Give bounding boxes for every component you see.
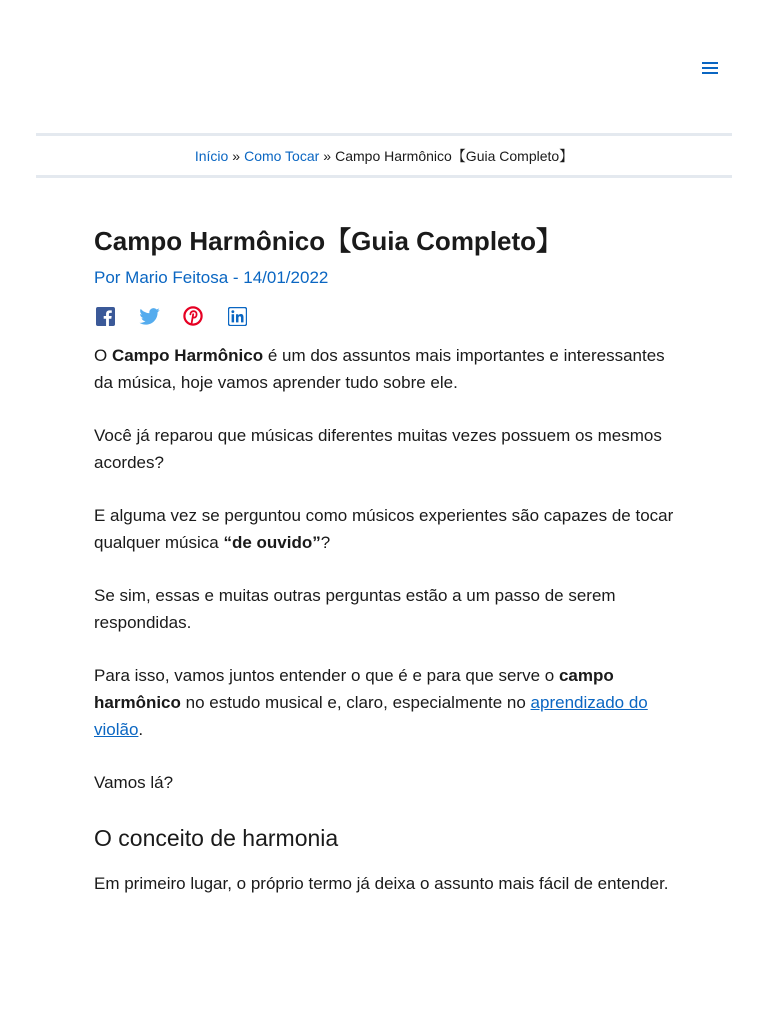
paragraph-purpose: Para isso, vamos juntos entender o que é e para que serve o campo harmônico no estudo musical e, claro, especialmente no aprendizado do violão.: [94, 666, 648, 739]
guitar-learning-link[interactable]: aprendizado do violão: [94, 693, 648, 739]
share-twitter-button[interactable]: [138, 305, 160, 327]
paragraph-harmony-intro: Em primeiro lugar, o próprio termo já deixa o assunto mais fácil de entender.: [94, 874, 669, 893]
bold-text: campo harmônico: [94, 666, 614, 712]
breadcrumb: [36, 133, 732, 178]
breadcrumb-separator: »: [232, 147, 241, 164]
share-linkedin-button[interactable]: [226, 305, 248, 327]
menu-button[interactable]: [698, 58, 722, 78]
share-facebook-button[interactable]: [94, 305, 116, 327]
bold-text: “de ouvido”: [223, 533, 321, 552]
section-heading-harmony: O conceito de harmonia: [94, 825, 339, 851]
article-meta: Por Mario Feitosa - 14/01/2022: [94, 268, 329, 287]
share-bar: [94, 305, 684, 327]
breadcrumb-home-link[interactable]: Início: [194, 147, 229, 164]
share-pinterest-button[interactable]: [182, 305, 204, 327]
article-content: [94, 342, 684, 897]
breadcrumb-separator: »: [323, 147, 332, 164]
linkedin-icon: [228, 307, 247, 326]
article-title: Campo Harmônico【Guia Completo】: [94, 226, 563, 256]
article: [94, 222, 684, 923]
twitter-icon: [139, 308, 160, 325]
paragraph-answers: Se sim, essas e muitas outras perguntas estão a um passo de serem respondidas.: [94, 586, 616, 632]
facebook-icon: [96, 307, 115, 326]
paragraph-question-ear: E alguma vez se perguntou como músicos experientes são capazes de tocar qualquer música “de ouvido”?: [94, 506, 674, 552]
bold-text: Campo Harmônico: [111, 346, 264, 365]
breadcrumb-category-link[interactable]: Como Tocar: [244, 147, 320, 164]
breadcrumb-current: Campo Harmônico【Guia Completo】: [335, 147, 574, 164]
paragraph-lets-go: Vamos lá?: [94, 773, 174, 792]
hamburger-menu-icon: [702, 61, 718, 75]
paragraph-intro: O Campo Harmônico é um dos assuntos mais importantes e interessantes da música, hoje vamos aprender tudo sobre ele.: [94, 346, 665, 392]
pinterest-icon: [183, 306, 203, 326]
paragraph-question-chords: Você já reparou que músicas diferentes muitas vezes possuem os mesmos acordes?: [94, 426, 662, 472]
